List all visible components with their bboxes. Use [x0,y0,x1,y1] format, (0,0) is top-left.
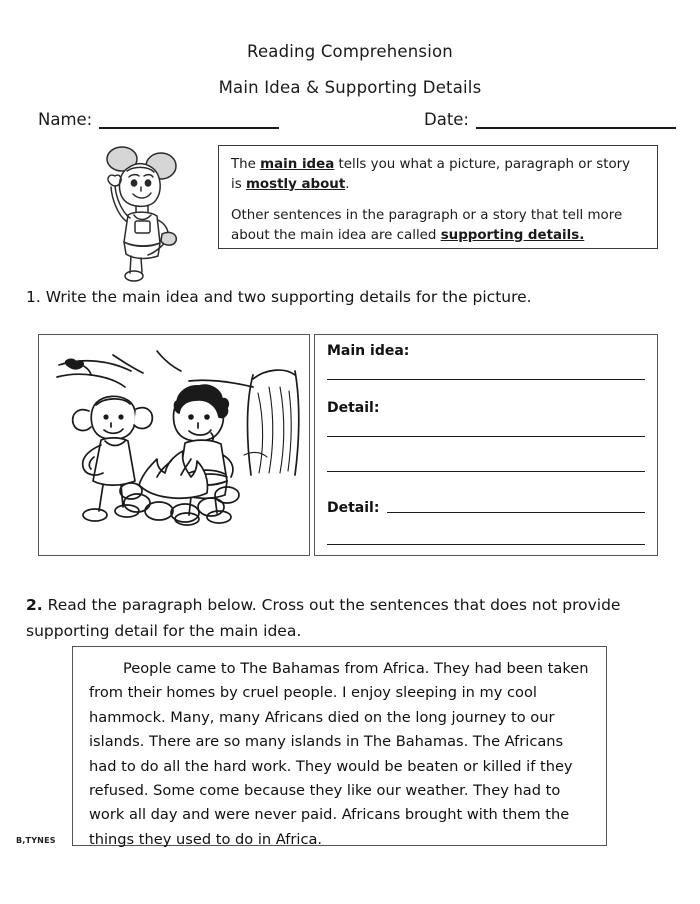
term-main-idea: main idea [260,157,335,172]
detail-2-label: Detail: [327,500,380,516]
question-2-instruction [26,592,646,644]
question-1-number: 1. [26,288,41,306]
question-2-number: 2. [26,596,43,614]
detail-2-write-line-2[interactable] [327,544,645,545]
detail-2-row [327,500,645,516]
question-1-answer-box [314,334,658,556]
girl-illustration [88,142,190,282]
detail-1-write-line-1[interactable] [327,436,645,437]
paragraph-box[interactable] [72,646,607,846]
detail-1-label: Detail: [327,400,380,416]
name-label: Name: [38,110,93,129]
def-text-1b: tells you what a picture, paragraph or story is [231,157,631,192]
def-text-2a: Other sentences in the paragraph or a story that tell more about the main idea are called [231,208,623,243]
main-idea-write-line-1[interactable] [327,379,645,380]
term-mostly-about: mostly about [245,176,346,192]
name-field[interactable] [38,110,279,129]
date-input-rule[interactable] [476,114,676,129]
footer-credit: B,TYNES [16,836,56,845]
def-text-1a: The [231,157,261,172]
question-1-instruction [26,288,532,306]
question-1-picture-box [38,334,310,556]
main-idea-label: Main idea: [327,343,410,359]
page-subtitle: Main Idea & Supporting Details [218,78,482,97]
question-1-text: Write the main idea and two supporting details for the picture. [45,288,532,306]
detail-2-write-line-1[interactable] [387,512,645,513]
date-field[interactable] [424,110,676,129]
name-input-rule[interactable] [99,114,279,129]
page-title: Reading Comprehension [247,42,453,61]
detail-1-write-line-2[interactable] [327,471,645,472]
definition-line-2 [231,206,645,245]
term-supporting-details: supporting details. [440,227,585,243]
definition-box [218,145,658,249]
date-label: Date: [424,110,469,129]
paragraph-text: People came to The Bahamas from Africa. They had been taken from their homes by cruel people. I enjoy sleeping in my cool hammock. Many, many Africans died on the long journey to our islands. There are so many islands in The Bahamas. The Africans had to do all the hard work. They would be beaten or killed if they refused. Some come because they like our weather. They had to work all day and were never paid. Africans brought with them the things they used to do in Africa. [89,660,589,848]
question-2-text: Read the paragraph below. Cross out the sentences that does not provide supporting detail for the main idea. [26,596,621,640]
definition-line-1 [231,155,645,194]
def-text-1c: . [345,176,350,192]
